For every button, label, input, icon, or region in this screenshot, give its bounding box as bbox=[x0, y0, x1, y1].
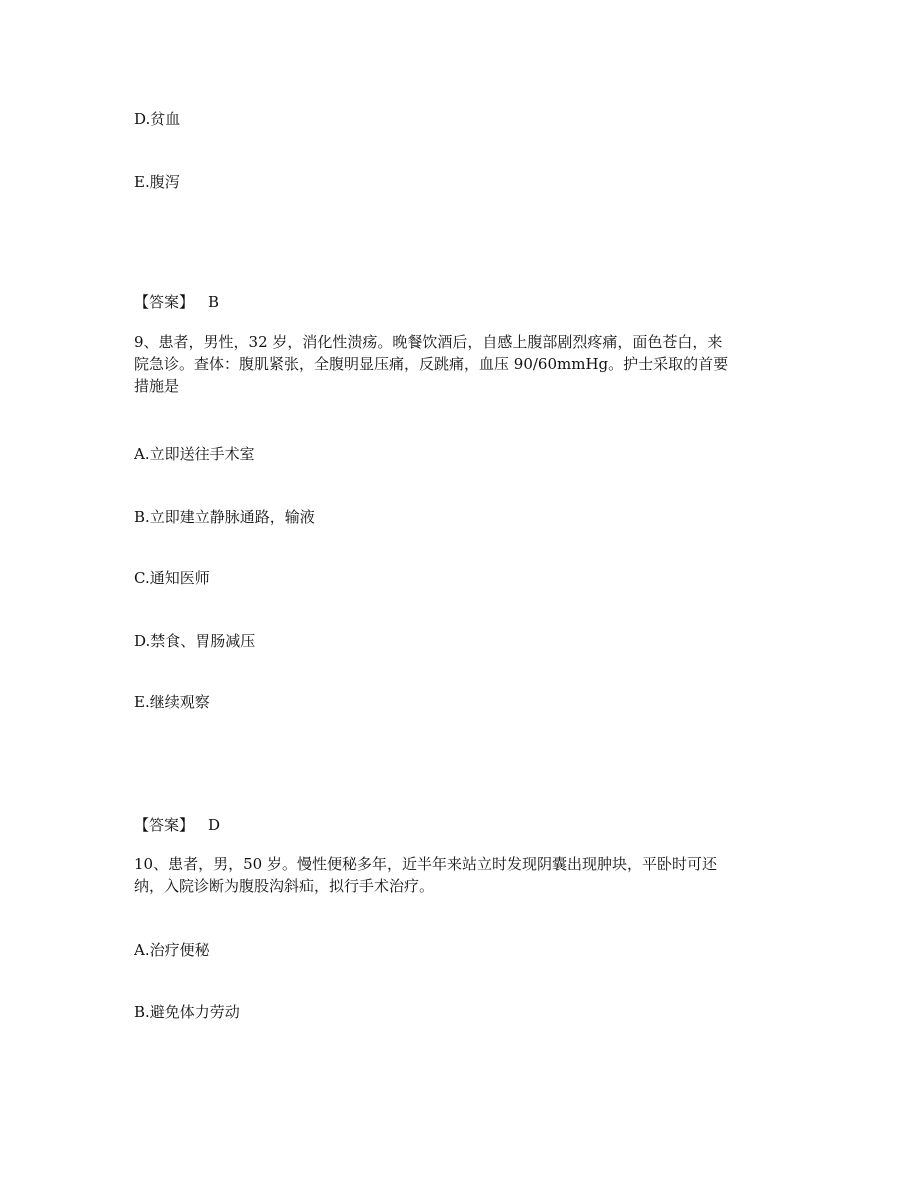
q10-stem-line-1: 10、患者，男，50 岁。慢性便秘多年，近半年来站立时发现阴囊出现肿块，平卧时可还 bbox=[134, 855, 717, 873]
q9-stem-line-3: 措施是 bbox=[134, 377, 180, 395]
q10-question-stem bbox=[134, 853, 784, 897]
answer-label: 【答案】 bbox=[134, 816, 195, 834]
q10-option-a: A.治疗便秘 bbox=[134, 941, 210, 959]
answer-label: 【答案】 bbox=[134, 293, 195, 311]
q9-stem-line-2: 院急诊。查体：腹肌紧张，全腹明显压痛，反跳痛，血压 90/60mmHg。护士采取的首要 bbox=[134, 355, 729, 373]
q9-option-b: B.立即建立静脉通路，输液 bbox=[134, 508, 315, 526]
q10-stem-line-2: 纳，入院诊断为腹股沟斜疝，拟行手术治疗。 bbox=[134, 877, 435, 895]
q8-answer-line bbox=[134, 291, 784, 313]
q9-option-c: C.通知医师 bbox=[134, 569, 210, 587]
q9-option-e: E.继续观察 bbox=[134, 693, 210, 711]
q8-option-d: D.贫血 bbox=[134, 110, 181, 128]
answer-value: D bbox=[208, 816, 221, 834]
q9-option-d: D.禁食、胃肠减压 bbox=[134, 632, 256, 650]
q9-stem-line-1: 9、患者，男性，32 岁，消化性溃疡。晚餐饮酒后，自感上腹部剧烈疼痛，面色苍白，来 bbox=[134, 333, 723, 351]
q8-option-e: E.腹泻 bbox=[134, 173, 180, 191]
q9-answer-line bbox=[134, 814, 784, 836]
q10-option-b: B.避免体力劳动 bbox=[134, 1003, 240, 1021]
q9-question-stem bbox=[134, 331, 784, 397]
answer-value: B bbox=[208, 293, 220, 311]
q9-option-a: A.立即送往手术室 bbox=[134, 445, 255, 463]
